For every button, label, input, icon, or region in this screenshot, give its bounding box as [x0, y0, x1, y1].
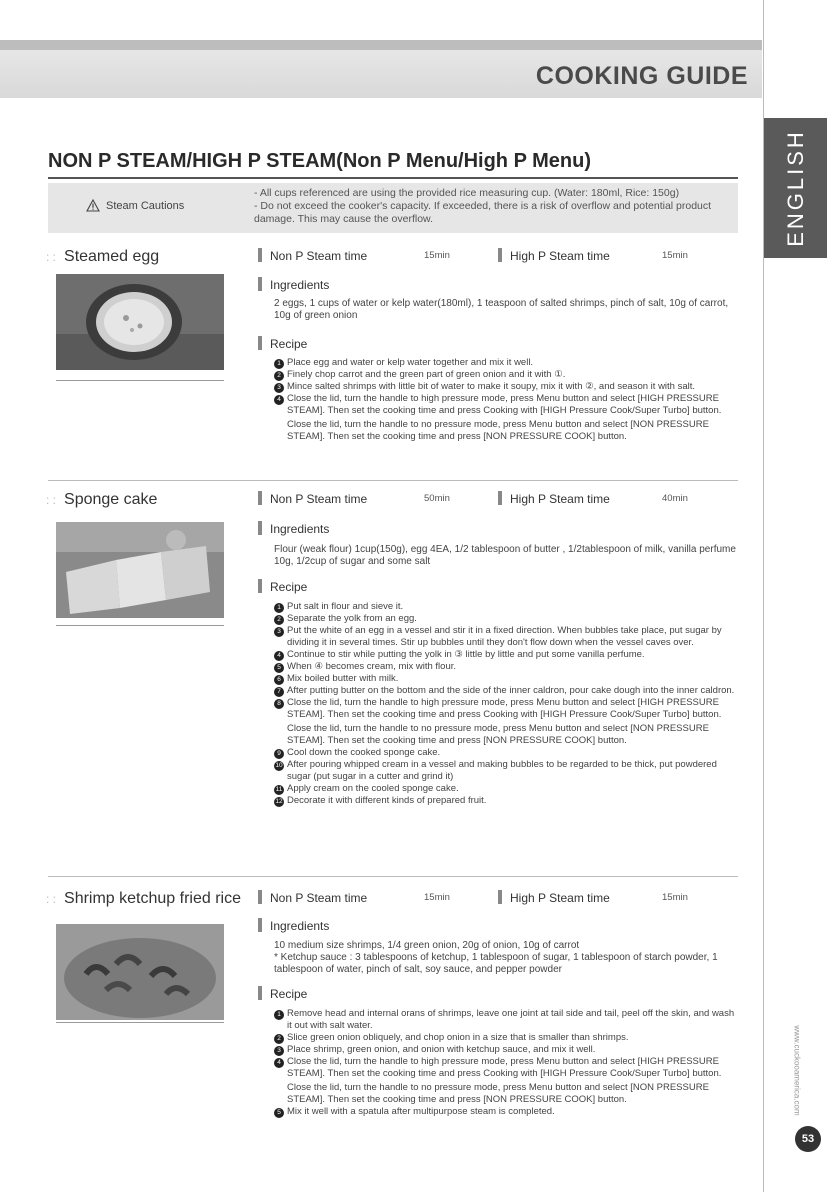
section-title: NON P STEAM/HIGH P STEAM(Non P Menu/High P Menu) — [48, 150, 591, 172]
high-p-time: 15min — [662, 892, 688, 903]
high-p-time: 15min — [662, 250, 688, 261]
step-number: 2 — [274, 371, 284, 381]
step-number: 7 — [274, 687, 284, 697]
caution-box — [48, 183, 738, 233]
high-p-label: High P Steam time — [510, 249, 610, 263]
ingredients-label: Ingredients — [270, 522, 330, 536]
dish-name: Shrimp ketchup fried rice — [64, 890, 241, 907]
recipe-step: Close the lid, turn the handle to no pressure mode, press Menu button and select [NON PRESSURE STEAM]. Then set the cooking time and press [NON PRESSURE COOK] button. — [287, 418, 709, 442]
recipe-step: 1 Place egg and water or kelp water together and mix it well. — [274, 357, 740, 369]
recipe-label: Recipe — [270, 987, 308, 1001]
recipe-steps — [274, 601, 740, 807]
page-number: 53 — [795, 1126, 821, 1152]
recipe-step: 3 Mince salted shrimps with little bit of water to make it soupy, mix it with ②, and season it with salt. — [274, 381, 740, 393]
recipe-step: 10 After pouring whipped cream in a vessel and making bubbles to be regarded to be thick, put powdered sugar (put sugar in a cutter and grind it) — [275, 758, 717, 782]
recipe-step: Close the lid, turn the handle to no pressure mode, press Menu button and select [NON PRESSURE STEAM]. Then set the cooking time and press [NON PRESSURE COOK] button. — [287, 722, 709, 746]
sponge-cake-photo — [56, 522, 224, 618]
time-row — [258, 890, 738, 908]
step-number: 5 — [274, 1108, 284, 1118]
caution-label: Steam Cautions — [106, 199, 185, 212]
recipe-step: 2 Separate the yolk from an egg. — [274, 613, 740, 625]
non-p-time: 15min — [424, 892, 450, 903]
non-p-label: Non P Steam time — [270, 492, 368, 506]
dish-separator — [48, 876, 738, 877]
recipe-step: 2 Slice green onion obliquely, and chop onion in a size that is smaller than shrimps. — [274, 1032, 740, 1044]
step-number: 2 — [274, 1034, 284, 1044]
guide-title: COOKING GUIDE — [535, 62, 748, 90]
recipe-step: 2 Finely chop carrot and the green part of green onion and it with ①. — [274, 369, 740, 381]
high-p-label: High P Steam time — [510, 891, 610, 905]
recipe-step: 4 Continue to stir while putting the yolk in ③ little by little and put some vanilla perfume. — [274, 649, 740, 661]
ingredients-text: Flour (weak flour) 1cup(150g), egg 4EA, 1/2 tablespoon of butter , 1/2tablespoon of milk, vanilla perfume 10g, 1/2cup of sugar and some salt — [274, 544, 736, 567]
recipe-steps — [274, 357, 740, 443]
recipe-step: 6 Mix boiled butter with milk. — [274, 673, 740, 685]
recipe-step: 5 When ④ becomes cream, mix with flour. — [274, 661, 740, 673]
language-label: ENGLISH — [782, 129, 808, 247]
step-number: 3 — [274, 1046, 284, 1056]
caution-text — [254, 187, 734, 226]
recipe-step: 1 Put salt in flour and sieve it. — [274, 601, 740, 613]
time-row — [258, 491, 738, 509]
step-number: 11 — [275, 785, 283, 793]
recipe-step: Close the lid, turn the handle to no pressure mode, press Menu button and select [NON PRESSURE STEAM]. Then set the cooking time and press [NON PRESSURE COOK] button. — [287, 1081, 709, 1105]
step-number: 3 — [274, 383, 284, 393]
step-number: 4 — [274, 1058, 284, 1068]
non-p-time: 50min — [424, 493, 450, 504]
recipe-step: 7 After putting butter on the bottom and the side of the inner caldron, pour cake dough into the inner caldron. — [274, 685, 740, 697]
non-p-time: 15min — [424, 250, 450, 261]
dish-separator — [48, 480, 738, 481]
ingredients-label: Ingredients — [270, 278, 330, 292]
watermark: www.cuckooamerica.com — [792, 1024, 802, 1116]
recipe-step: 3 Place shrimp, green onion, and onion with ketchup sauce, and mix it well. — [274, 1044, 740, 1056]
step-number: 5 — [274, 663, 284, 673]
step-number: 4 — [274, 651, 284, 661]
step-number: 9 — [274, 749, 284, 759]
non-p-label: Non P Steam time — [270, 249, 368, 263]
title-rule — [48, 177, 738, 179]
recipe-step: 12 Decorate it with different kinds of prepared fruit. — [275, 794, 487, 806]
step-number: 2 — [274, 615, 284, 625]
non-p-label: Non P Steam time — [270, 891, 368, 905]
high-p-label: High P Steam time — [510, 492, 610, 506]
header-band — [0, 40, 762, 98]
shrimp-fried-rice-photo — [56, 924, 224, 1020]
language-tab — [764, 118, 827, 258]
recipe-step: 1 Remove head and internal orans of shrimps, leave one joint at tail side and tail, peel off the skin, and wash it out with salt water. — [274, 1008, 740, 1032]
step-number: 4 — [274, 395, 284, 405]
step-number: 1 — [274, 359, 284, 369]
ingredients-label: Ingredients — [270, 919, 330, 933]
recipe-step: 3 Put the white of an egg in a vessel and stir it in a fixed direction. When bubbles take place, put sugar by dividing it in several times. Stir up bubbles until they don't flow down when the vessel caves over. — [274, 625, 740, 649]
dish-name: Steamed egg — [64, 248, 160, 265]
step-number: 10 — [275, 761, 283, 769]
recipe-label: Recipe — [270, 580, 308, 594]
header-stripe — [0, 40, 762, 50]
high-p-time: 40min — [662, 493, 688, 504]
recipe-step: 8 Close the lid, turn the handle to high pressure mode, press Menu button and select [HIGH PRESSURE STEAM]. Then set the cooking time and press Cooking with [HIGH Pressure Cook/Super Turbo] button. — [274, 697, 740, 721]
recipe-step: 9 Cool down the cooked sponge cake. — [274, 747, 740, 759]
time-row — [258, 248, 738, 266]
dish-name: Sponge cake — [64, 491, 158, 508]
step-number: 6 — [274, 675, 284, 685]
recipe-step: 4 Close the lid, turn the handle to high pressure mode, press Menu button and select [HIGH PRESSURE STEAM]. Then set the cooking time and press Cooking with [HIGH Pressure Cook/Super Turbo] button. — [274, 1056, 740, 1080]
step-number: 12 — [275, 797, 283, 805]
step-number: 1 — [274, 1010, 284, 1020]
step-number: 3 — [274, 627, 284, 637]
caution-line: - Do not exceed the cooker's capacity. If exceeded, there is a risk of overflow and potential product damage. This may cause the overflow. — [254, 200, 712, 225]
recipe-steps — [274, 1008, 740, 1118]
ingredients-text: 2 eggs, 1 cups of water or kelp water(180ml), 1 teaspoon of salted shrimps, pinch of salt, 10g of carrot, 10g of green onion — [274, 298, 729, 321]
recipe-step: 5 Mix it well with a spatula after multipurpose steam is completed. — [274, 1106, 740, 1118]
warning-icon — [86, 199, 100, 212]
caution-line: - All cups referenced are using the provided rice measuring cup. (Water: 180ml, Rice: 150g) — [254, 187, 680, 199]
recipe-step: 4 Close the lid, turn the handle to high pressure mode, press Menu button and select [HIGH PRESSURE STEAM]. Then set the cooking time and press Cooking with [HIGH Pressure Cook/Super Turbo] button. — [274, 393, 740, 417]
steamed-egg-photo — [56, 274, 224, 370]
ingredients-text: 10 medium size shrimps, 1/4 green onion, 20g of onion, 10g of carrot — [274, 940, 580, 951]
sauce-text: * Ketchup sauce : 3 tablespoons of ketchup, 1 tablespoon of sugar, 1 tablespoon of starch powder, 1 tablespoon of water, pinch of salt, soy sauce, and pepper powder — [274, 952, 718, 975]
step-number: 8 — [274, 699, 284, 709]
recipe-label: Recipe — [270, 337, 308, 351]
recipe-step: 11 Apply cream on the cooled sponge cake. — [275, 782, 459, 794]
step-number: 1 — [274, 603, 284, 613]
